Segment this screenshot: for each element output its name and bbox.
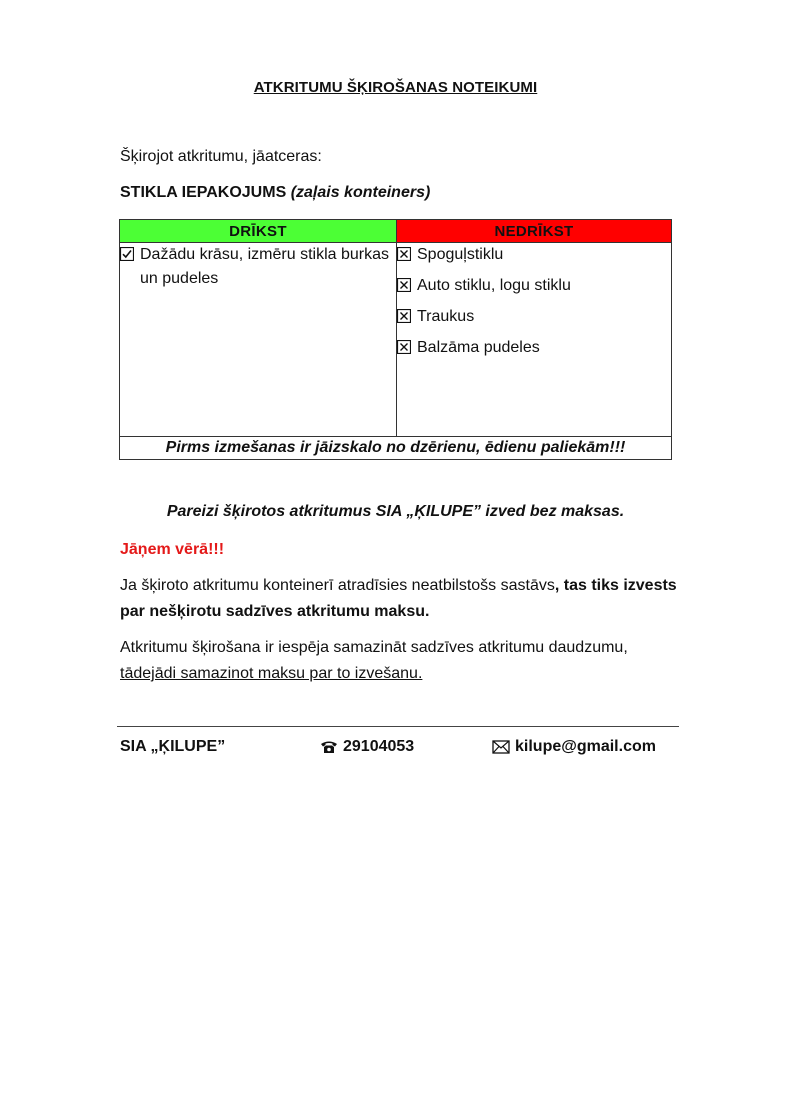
forbidden-item (397, 243, 671, 267)
forbidden-item-text: Spoguļstiklu (417, 246, 504, 263)
paragraph2-underlined: tādejādi samazinot maksu par to izvešanu. (120, 665, 423, 682)
section-heading (120, 184, 430, 202)
forbidden-column (397, 243, 672, 437)
mixed-waste-paragraph (120, 573, 680, 625)
intro-text: Šķirojot atkritumu, jāatceras: (120, 148, 322, 165)
checkbox-crossed-icon (397, 305, 417, 329)
paragraph1-bold: , tas tiks izvests par nešķirotu sadzīves atkritumu maksu. (120, 577, 677, 620)
attention-heading: Jāņem vērā!!! (120, 541, 225, 558)
rules-table (119, 219, 672, 460)
email-address[interactable]: kilupe@gmail.com (515, 738, 656, 755)
document-title: ATKRITUMU ŠĶIROŠANAS NOTEIKUMI (253, 79, 538, 96)
telephone-icon (320, 738, 343, 755)
section-subtitle: (zaļais konteiners) (290, 184, 431, 201)
checkbox-crossed-icon (397, 243, 417, 267)
checkbox-checked-icon (120, 243, 140, 267)
allowed-column (120, 243, 397, 437)
table-footer-note: Pirms izmešanas ir jāizskalo no dzērienu, ēdienu paliekām!!! (120, 437, 672, 460)
forbidden-item-text: Balzāma pudeles (417, 339, 540, 356)
allowed-header: DRĪKST (120, 220, 397, 243)
footer-email (492, 738, 656, 756)
allowed-item (120, 243, 396, 291)
forbidden-item (397, 336, 671, 360)
paragraph1-plain: Ja šķiroto atkritumu konteinerī atradīsies neatbilstošs sastāvs (120, 577, 555, 594)
forbidden-item-text: Traukus (417, 308, 475, 325)
checkbox-crossed-icon (397, 274, 417, 298)
forbidden-item-text: Auto stiklu, logu stiklu (417, 277, 571, 294)
section-title: STIKLA IEPAKOJUMS (120, 184, 287, 201)
footer-phone (320, 738, 414, 756)
allowed-item-text: Dažādu krāsu, izmēru stikla burkas un pudeles (140, 246, 389, 287)
forbidden-item (397, 274, 671, 298)
forbidden-item (397, 305, 671, 329)
footer-company: SIA „ĶILUPE” (120, 738, 226, 755)
footer-divider (117, 726, 679, 727)
forbidden-header: NEDRĪKST (397, 220, 672, 243)
phone-number[interactable]: 29104053 (343, 738, 415, 755)
sorting-benefit-paragraph (120, 635, 680, 687)
free-collection-note: Pareizi šķirotos atkritumus SIA „ĶILUPE” izved bez maksas. (166, 503, 625, 520)
paragraph2-plain: Atkritumu šķirošana ir iespēja samazināt sadzīves atkritumu daudzumu, (120, 639, 628, 656)
checkbox-crossed-icon (397, 336, 417, 360)
envelope-icon (492, 738, 515, 755)
